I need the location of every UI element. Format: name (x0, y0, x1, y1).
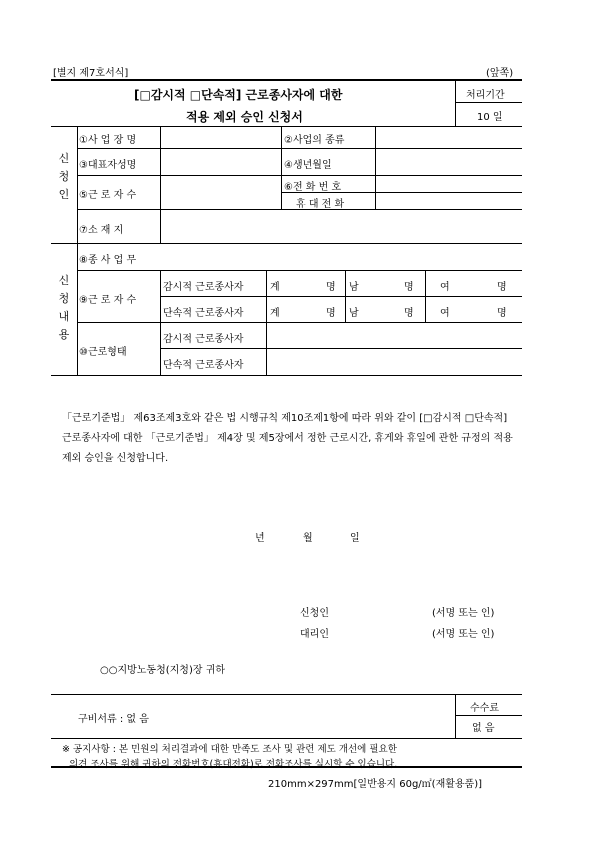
notice-line2: 의견 조사를 위해 귀하의 전화번호(휴대전화)로 전화조사를 실시할 수 있습니다. (69, 759, 398, 770)
processing-period-value: 10 일 (477, 112, 503, 123)
required-documents: 구비서류 : 없 음 (78, 714, 149, 725)
applicant-section-label: 신청인 (58, 152, 70, 201)
paper-spec: 210mm×297mm[일반용지 60g/㎡(재활용품)] (268, 779, 483, 790)
work-type-label: ⑩근로형태 (79, 347, 127, 358)
fee-value: 없 음 (472, 723, 495, 734)
phone-label: ⑥전 화 번 호 (284, 182, 342, 193)
total-label: 계 (270, 308, 280, 319)
divider (51, 243, 522, 244)
fee-label: 수수료 (470, 703, 499, 714)
work-type-intermittent-label: 단속적 근로종사자 (163, 360, 244, 371)
agent-sign-label: 대리인 (300, 629, 329, 640)
male-label: 남 (349, 282, 359, 293)
divider (455, 80, 456, 126)
application-section-label: 신청내용 (58, 274, 70, 341)
surveillance-workers-label: 감시적 근로종사자 (163, 282, 244, 293)
divider (77, 322, 522, 323)
applicant-sign-label: 신청인 (300, 608, 329, 619)
application-workers-label: ⑨근 로 자 수 (79, 295, 137, 306)
divider (425, 270, 426, 322)
divider (160, 348, 522, 349)
form-title-line1: [□감시적 □단속적] 근로종사자에 대한 (134, 88, 343, 102)
female-label: 여 (440, 308, 450, 319)
divider (77, 270, 522, 271)
form-title-line2: 적용 제외 승인 신청서 (186, 110, 303, 124)
divider (77, 175, 522, 176)
date-month-label: 월 (303, 533, 313, 544)
unit-label: 명 (326, 308, 336, 319)
unit-label: 명 (497, 282, 507, 293)
workers-count-label: ⑤근 로 자 수 (79, 190, 137, 201)
divider (455, 715, 522, 716)
mobile-label: 휴 대 전 화 (296, 199, 345, 210)
job-label: ⑧종 사 업 무 (79, 255, 137, 266)
divider (266, 270, 267, 375)
male-label: 남 (349, 308, 359, 319)
unit-label: 명 (404, 308, 414, 319)
divider (375, 126, 376, 209)
divider (160, 126, 161, 243)
date-year-label: 년 (255, 533, 265, 544)
divider (281, 126, 282, 209)
birth-date-label: ④생년월일 (284, 160, 332, 171)
total-label: 계 (270, 282, 280, 293)
divider (77, 243, 78, 375)
unit-label: 명 (404, 282, 414, 293)
agent-signature-hint: (서명 또는 인) (432, 629, 495, 640)
divider (51, 126, 522, 127)
divider (77, 126, 78, 243)
processing-period-label: 처리기간 (466, 90, 505, 101)
representative-label: ③대표자성명 (79, 160, 137, 171)
divider (51, 375, 522, 376)
addressee: ○○지방노동청(지청)장 귀하 (100, 665, 226, 676)
divider (51, 694, 522, 695)
form-id: [별지 제7호서식] (53, 68, 129, 79)
page-side: (앞쪽) (486, 68, 514, 79)
unit-label: 명 (497, 308, 507, 319)
application-statement: 「근로기준법」 제63조제3호와 같은 법 시행규칙 제10조제1항에 따라 위와 같이 [□감시적 □단속적] 근로종사자에 대한 「근로기준법」 제4장 및 제5장에서 정한 근로시간, 휴게와 휴일에 관한 규정의 적용 제외 승인을 신청합니다. (62, 413, 513, 464)
female-label: 여 (440, 282, 450, 293)
notice-line1: ※ 공지사항 : 본 민원의 처리결과에 대한 만족도 조사 및 관련 제도 개선에 필요한 (62, 744, 397, 755)
divider (455, 694, 456, 738)
divider (51, 738, 522, 739)
divider (455, 102, 522, 103)
work-type-surveillance-label: 감시적 근로종사자 (163, 334, 244, 345)
divider (345, 270, 346, 322)
divider (77, 148, 522, 149)
applicant-signature-hint: (서명 또는 인) (432, 608, 495, 619)
intermittent-workers-label: 단속적 근로종사자 (163, 308, 244, 319)
divider (160, 270, 161, 375)
unit-label: 명 (326, 282, 336, 293)
date-day-label: 일 (350, 533, 360, 544)
divider (160, 296, 522, 297)
business-name-label: ①사 업 장 명 (79, 135, 137, 146)
address-label: ⑦소 재 지 (79, 225, 124, 236)
business-type-label: ②사업의 종류 (284, 135, 345, 146)
